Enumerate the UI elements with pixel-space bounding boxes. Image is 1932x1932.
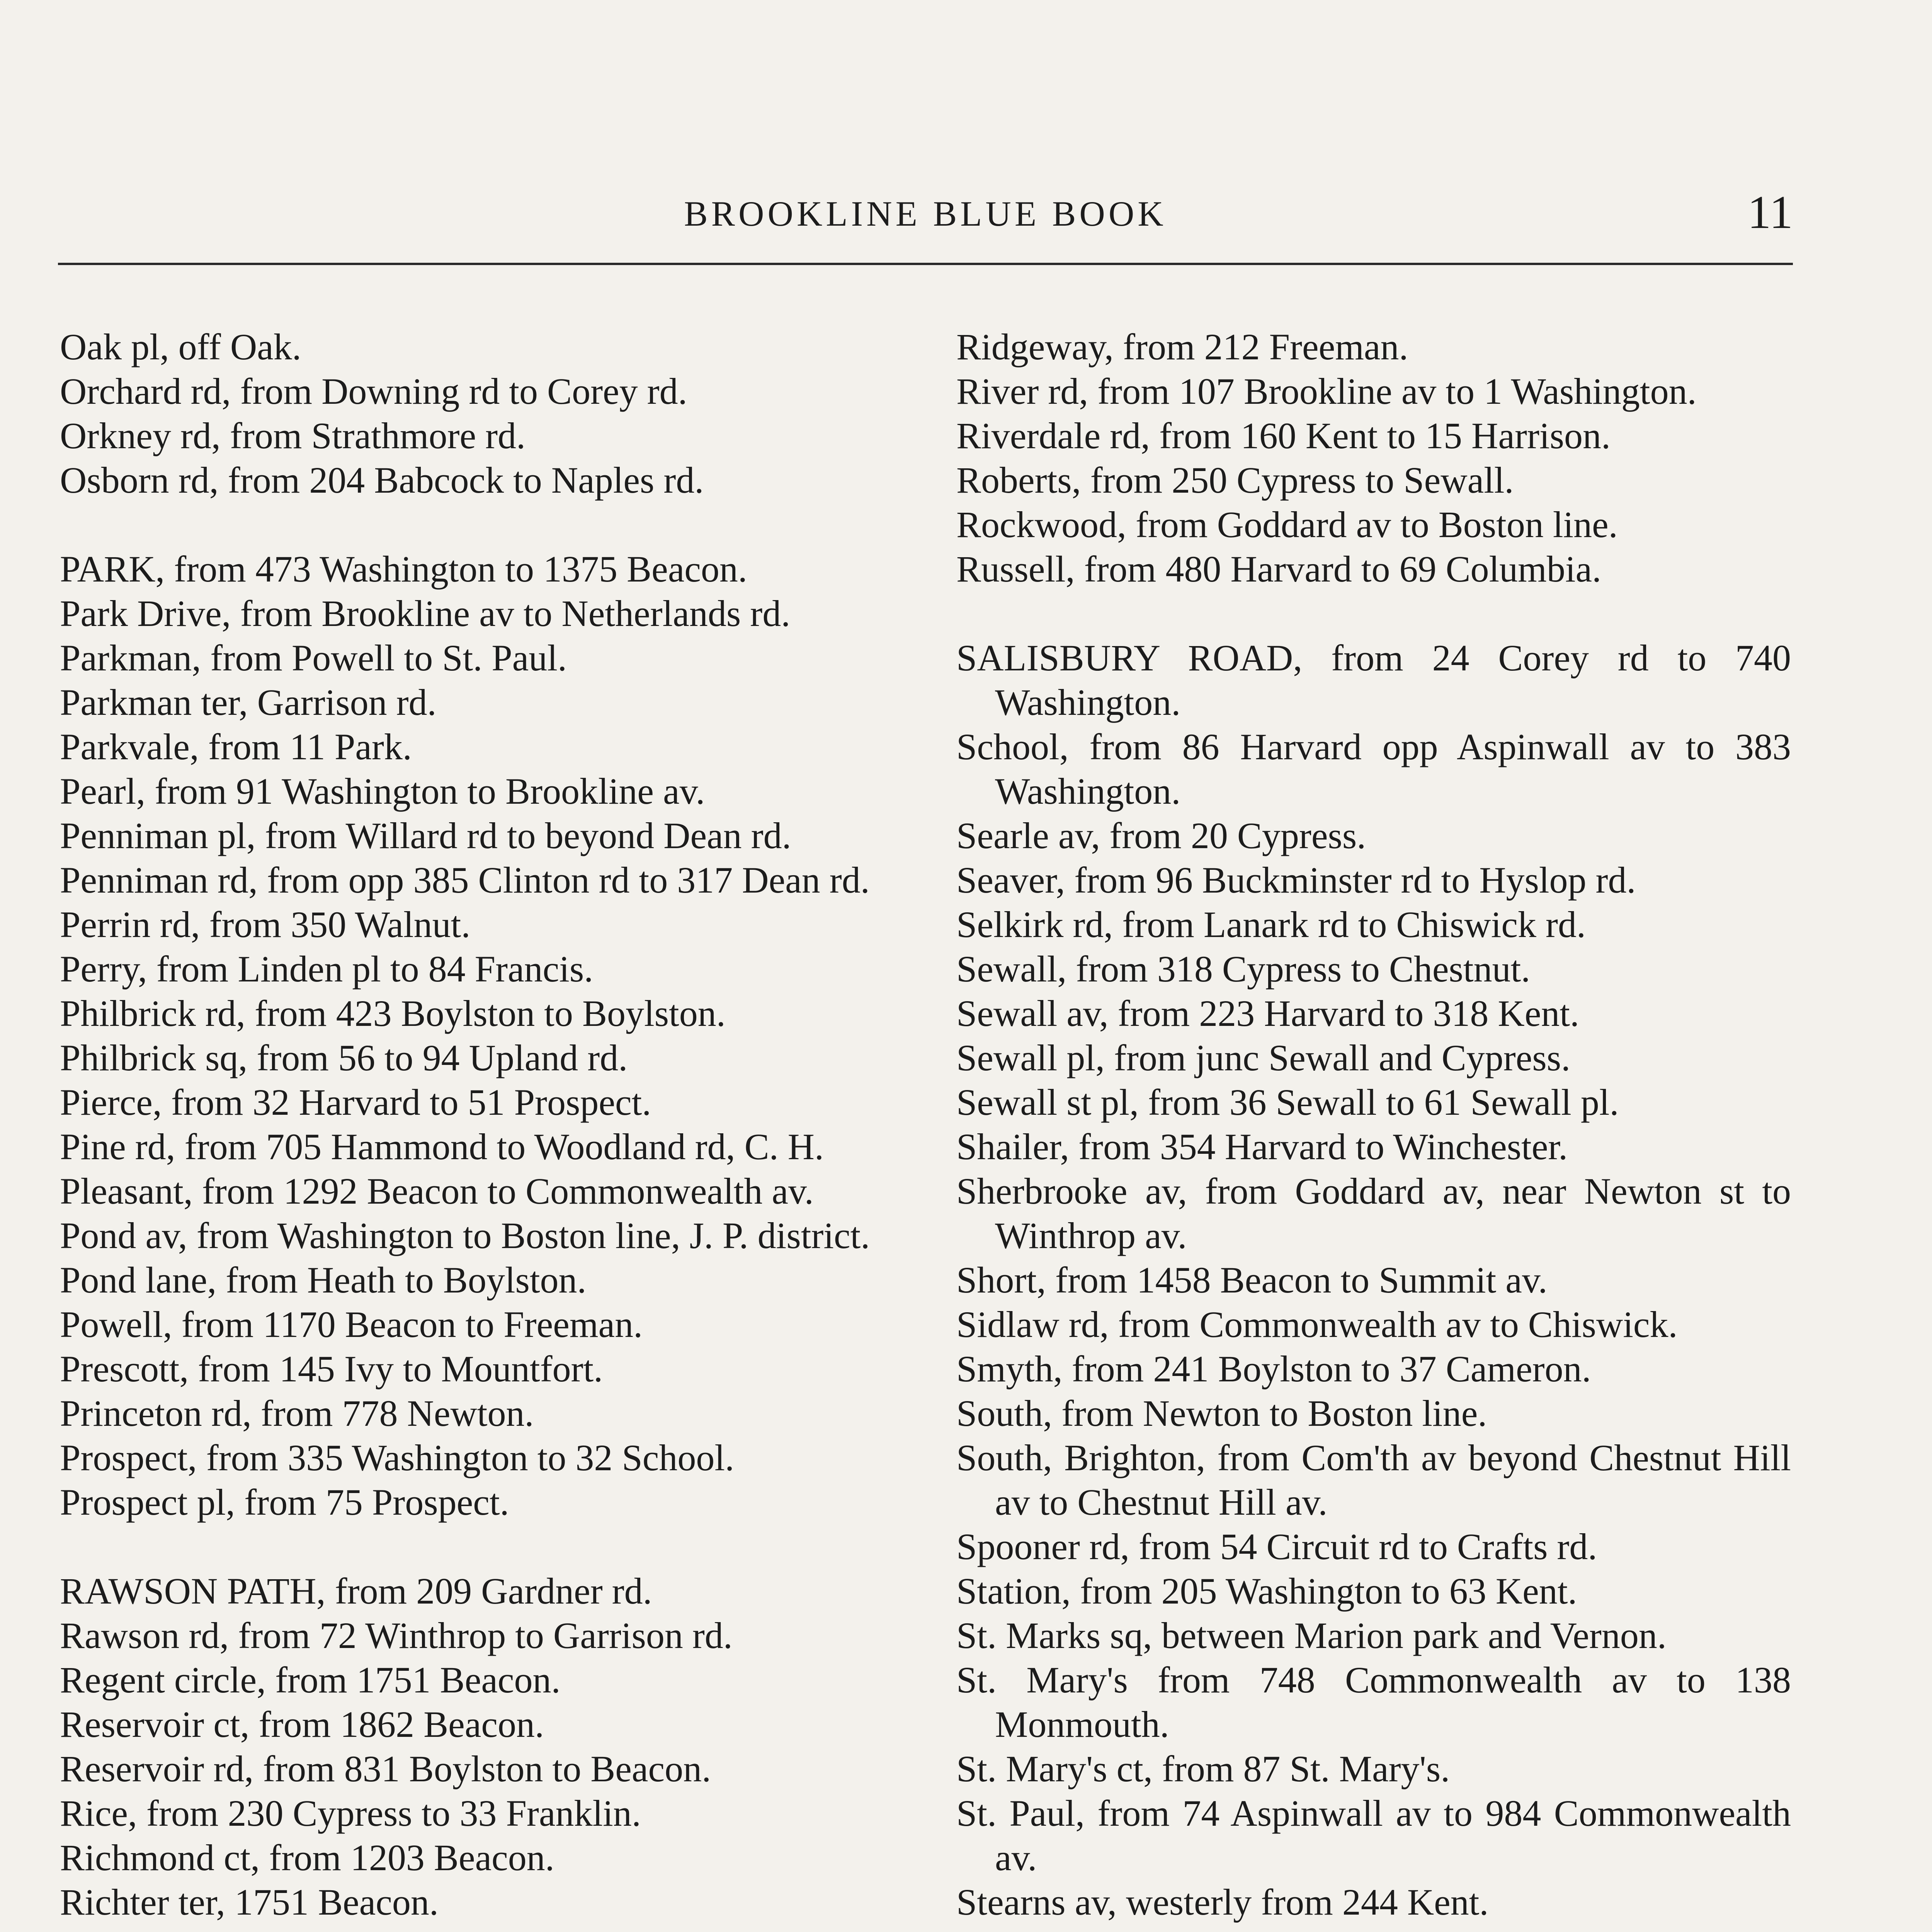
street-entry: Pierce, from 32 Harvard to 51 Prospect.: [60, 1082, 651, 1123]
street-entry: Smyth, from 241 Boylston to 37 Cameron.: [956, 1348, 1591, 1389]
street-entry: Searle av, from 20 Cypress.: [956, 815, 1366, 856]
street-entry: Spooner rd, from 54 Circuit rd to Crafts rd.: [956, 1526, 1597, 1567]
street-entry: Selkirk rd, from Lanark rd to Chiswick rd.: [956, 904, 1586, 945]
street-entry: Oak pl, off Oak.: [60, 326, 301, 367]
street-entry: RAWSON PATH, from 209 Gardner rd.: [60, 1570, 652, 1612]
street-entry: Pond av, from Washington to Boston line, J. P. district.: [60, 1215, 870, 1256]
street-entry: Riverdale rd, from 160 Kent to 15 Harrison.: [956, 415, 1611, 456]
street-entry: Powell, from 1170 Beacon to Freeman.: [60, 1304, 643, 1345]
street-entry: Rockwood, from Goddard av to Boston line.: [956, 504, 1618, 545]
street-entry: Rice, from 230 Cypress to 33 Franklin.: [60, 1793, 641, 1834]
street-entry: Parkman, from Powell to St. Paul.: [60, 637, 567, 679]
street-entry: St. Paul, from 74 Aspinwall av to 984 Commonwealth av.: [956, 1793, 1791, 1878]
street-entry: Sewall pl, from junc Sewall and Cypress.: [956, 1037, 1571, 1078]
street-entry: Richter ter, 1751 Beacon.: [60, 1881, 439, 1923]
street-entry: School, from 86 Harvard opp Aspinwall av to 383 Washington.: [956, 726, 1791, 812]
street-entry: Reservoir ct, from 1862 Beacon.: [60, 1704, 544, 1745]
street-entry: Seaver, from 96 Buckminster rd to Hyslop rd.: [956, 859, 1636, 901]
street-entry: Prescott, from 145 Ivy to Mountfort.: [60, 1348, 603, 1389]
header-rule: [58, 263, 1793, 265]
street-entry: Regent circle, from 1751 Beacon.: [60, 1659, 561, 1701]
street-entry: Pond lane, from Heath to Boylston.: [60, 1259, 587, 1301]
right-column: [956, 325, 1791, 1924]
street-entry: St. Mary's from 748 Commonwealth av to 138 Monmouth.: [956, 1659, 1791, 1745]
running-title: BROOKLINE BLUE BOOK: [684, 194, 1167, 233]
street-entry: St. Mary's ct, from 87 St. Mary's.: [956, 1748, 1450, 1789]
street-entry: Sherbrooke av, from Goddard av, near Newton st to Winthrop av.: [956, 1170, 1791, 1256]
street-entry: Penniman pl, from Willard rd to beyond Dean rd.: [60, 815, 791, 856]
street-entry: Ridgeway, from 212 Freeman.: [956, 326, 1408, 367]
street-entry: St. Marks sq, between Marion park and Vernon.: [956, 1615, 1667, 1656]
street-entry: PARK, from 473 Washington to 1375 Beacon.: [60, 548, 747, 590]
street-entry: Prospect pl, from 75 Prospect.: [60, 1481, 509, 1523]
street-entry: Sewall, from 318 Cypress to Chestnut.: [956, 948, 1531, 990]
street-entry: Prospect, from 335 Washington to 32 School.: [60, 1437, 735, 1478]
street-entry: Pearl, from 91 Washington to Brookline av.: [60, 770, 705, 812]
page-number: 11: [1747, 186, 1793, 238]
street-entry: Perry, from Linden pl to 84 Francis.: [60, 948, 594, 990]
street-entry: Orchard rd, from Downing rd to Corey rd.: [60, 371, 687, 412]
street-entry: Orkney rd, from Strathmore rd.: [60, 415, 526, 456]
street-entry: Stearns av, westerly from 244 Kent.: [956, 1881, 1489, 1923]
street-entry: Shailer, from 354 Harvard to Winchester.: [956, 1126, 1568, 1167]
street-entry: SALISBURY ROAD, from 24 Corey rd to 740 Washington.: [956, 637, 1791, 723]
street-entry: River rd, from 107 Brookline av to 1 Washington.: [956, 371, 1697, 412]
street-entry: Osborn rd, from 204 Babcock to Naples rd.: [60, 459, 704, 501]
street-entry: Parkvale, from 11 Park.: [60, 726, 412, 767]
street-entry: Pine rd, from 705 Hammond to Woodland rd, C. H.: [60, 1126, 824, 1167]
street-entry: Parkman ter, Garrison rd.: [60, 682, 437, 723]
street-entry: Philbrick sq, from 56 to 94 Upland rd.: [60, 1037, 628, 1078]
street-entry: Philbrick rd, from 423 Boylston to Boylston.: [60, 993, 726, 1034]
street-entry: Park Drive, from Brookline av to Netherlands rd.: [60, 593, 791, 634]
street-entry: Reservoir rd, from 831 Boylston to Beacon.: [60, 1748, 711, 1789]
street-entry: Rawson rd, from 72 Winthrop to Garrison rd.: [60, 1615, 733, 1656]
street-entry: Princeton rd, from 778 Newton.: [60, 1393, 534, 1434]
street-entry: South, Brighton, from Com'th av beyond Chestnut Hill av to Chestnut Hill av.: [956, 1437, 1791, 1523]
street-entry: Richmond ct, from 1203 Beacon.: [60, 1837, 554, 1878]
street-entry: Station, from 205 Washington to 63 Kent.: [956, 1570, 1577, 1612]
street-entry: Sewall st pl, from 36 Sewall to 61 Sewall pl.: [956, 1082, 1619, 1123]
street-entry: Perrin rd, from 350 Walnut.: [60, 904, 471, 945]
street-entry: Roberts, from 250 Cypress to Sewall.: [956, 459, 1514, 501]
street-entry: Sidlaw rd, from Commonwealth av to Chiswick.: [956, 1304, 1678, 1345]
street-entry: Penniman rd, from opp 385 Clinton rd to 317 Dean rd.: [60, 859, 870, 901]
street-entry: South, from Newton to Boston line.: [956, 1393, 1487, 1434]
street-entry: Short, from 1458 Beacon to Summit av.: [956, 1259, 1548, 1301]
left-column: [60, 325, 895, 1924]
street-entry: Russell, from 480 Harvard to 69 Columbia.: [956, 548, 1602, 590]
page-header: [58, 182, 1793, 243]
street-entry: Sewall av, from 223 Harvard to 318 Kent.: [956, 993, 1580, 1034]
street-entry: Pleasant, from 1292 Beacon to Commonwealth av.: [60, 1170, 814, 1212]
